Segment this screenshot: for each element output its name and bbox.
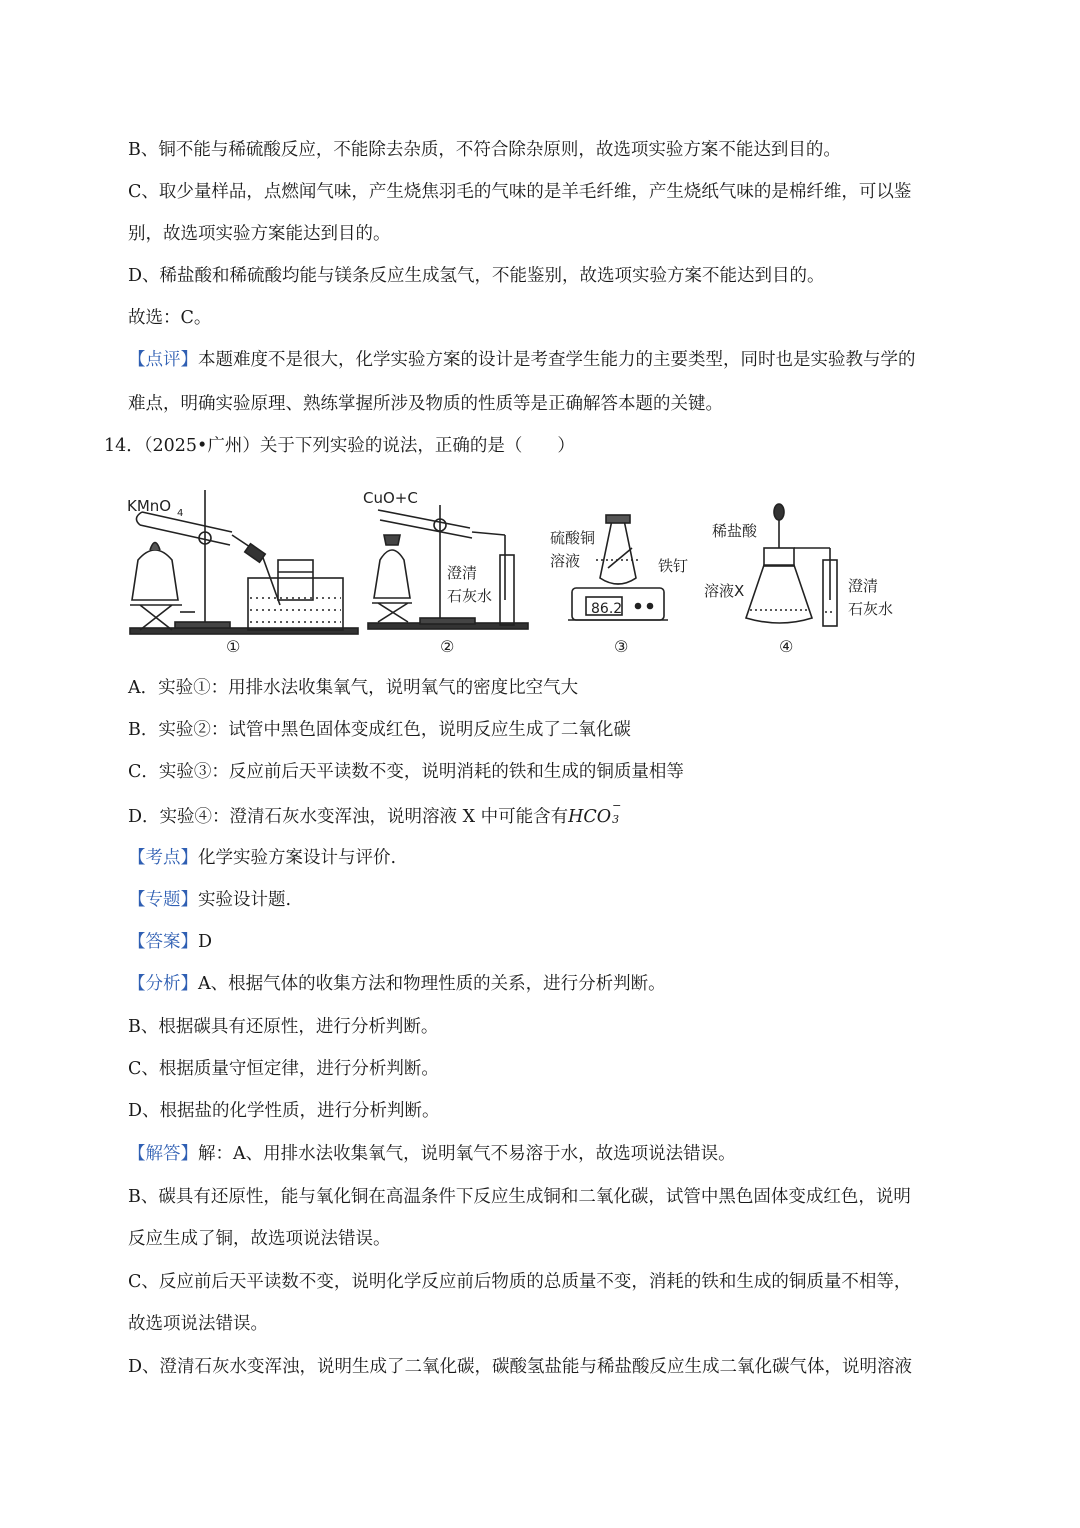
solution-line-c1: C、取少量样品，点燃闻气味，产生烧焦羽毛的气味的是羊毛纤维，产生烧纸气味的是棉纤维，可以鉴 [128, 182, 912, 202]
fenxi-d: D、根据盐的化学性质，进行分析判断。 [128, 1101, 440, 1121]
experiment-4-apparatus [746, 504, 837, 626]
label-cuo-c: CuO+C [363, 489, 418, 507]
label-limewater-4b: 石灰水 [848, 600, 894, 618]
fenxi-tag: 【分析】 [128, 974, 198, 994]
solution-choice: 故选：C。 [128, 308, 212, 328]
option-d-sup: − [612, 799, 622, 812]
jieda-line [128, 1142, 736, 1166]
fenxi-b: B、根据碳具有还原性，进行分析判断。 [128, 1017, 439, 1037]
solution-line-b: B、铜不能与稀硫酸反应，不能除去杂质，不符合除杂原则，故选项实验方案不能达到目的。 [128, 140, 841, 160]
review-text-1: 本题难度不是很大，化学实验方案的设计是考查学生能力的主要类型，同时也是实验教与学的 [198, 350, 916, 370]
zhuanti-tag: 【专题】 [128, 890, 198, 910]
jieda-c1: C、反应前后天平读数不变，说明化学反应前后物质的总质量不变，消耗的铁和生成的铜质量不相等， [128, 1272, 912, 1292]
kaodian-tag: 【考点】 [128, 848, 198, 868]
option-c: C．实验③：反应前后天平读数不变，说明消耗的铁和生成的铜质量相等 [128, 762, 684, 782]
question-stem: 14．（2025•广州）关于下列实验的说法，正确的是（ ） [104, 436, 575, 456]
jieda-tag: 【解答】 [128, 1144, 198, 1164]
label-kmno4: KMnO [127, 497, 172, 515]
answer-tag: 【答案】 [128, 932, 198, 952]
label-kmno4-sub: 4 [177, 508, 184, 519]
option-a: A．实验①：用排水法收集氧气，说明氧气的密度比空气大 [128, 678, 579, 698]
kaodian-text: 化学实验方案设计与评价. [198, 848, 397, 868]
experiment-figure [0, 0, 1080, 670]
label-limewater-2b: 石灰水 [447, 587, 493, 605]
option-d-sub: 3 [612, 813, 620, 826]
option-d-formula: HCO [568, 807, 612, 827]
label-exp-1: ① [226, 637, 241, 656]
jieda-a: 解：A、用排水法收集氧气，说明氧气不易溶于水，故选项说法错误。 [198, 1144, 736, 1164]
fenxi-c: C、根据质量守恒定律，进行分析判断。 [128, 1059, 439, 1079]
kaodian-line [128, 846, 396, 870]
label-exp-4: ④ [779, 637, 794, 656]
jieda-b2: 反应生成了铜，故选项说法错误。 [128, 1229, 391, 1249]
answer-line [128, 930, 212, 954]
label-limewater-2a: 澄清 [447, 564, 478, 582]
jieda-b1: B、碳具有还原性，能与氧化铜在高温条件下反应生成铜和二氧化碳，试管中黑色固体变成红色，说明 [128, 1187, 911, 1207]
balance-reading: 86.2 [591, 601, 623, 617]
label-cuso4-a: 硫酸铜 [550, 529, 596, 547]
review-line-2: 难点，明确实验原理、熟练掌握所涉及物质的性质等是正确解答本题的关键。 [128, 394, 723, 414]
zhuanti-text: 实验设计题. [198, 890, 292, 910]
label-cuso4-b: 溶液 [550, 552, 581, 570]
fenxi-a: A、根据气体的收集方法和物理性质的关系，进行分析判断。 [198, 974, 666, 994]
zhuanti-line [128, 888, 291, 912]
answer-text: D [198, 932, 213, 952]
fenxi-line [128, 972, 666, 996]
jieda-d1: D、澄清石灰水变浑浊，说明生成了二氧化碳，碳酸氢盐能与稀盐酸反应生成二氧化碳气体，说明溶液 [128, 1357, 913, 1377]
label-exp-2: ② [440, 637, 455, 656]
label-limewater-4a: 澄清 [848, 577, 879, 595]
label-iron-nail: 铁钉 [658, 557, 689, 575]
label-solution-x: 溶液X [704, 582, 745, 600]
solution-line-d: D、稀盐酸和稀硫酸均能与镁条反应生成氢气，不能鉴别，故选项实验方案不能达到目的。 [128, 266, 825, 286]
review-tag: 【点评】 [128, 350, 198, 370]
label-exp-3: ③ [614, 637, 629, 656]
option-d [128, 799, 623, 829]
label-dilute-hcl: 稀盐酸 [712, 522, 758, 540]
jieda-c2: 故选项说法错误。 [128, 1314, 268, 1334]
option-b: B．实验②：试管中黑色固体变成红色，说明反应生成了二氧化碳 [128, 720, 631, 740]
option-d-text: D．实验④：澄清石灰水变浑浊，说明溶液 X 中可能含有 [128, 807, 569, 827]
solution-line-c2: 别，故选项实验方案能达到目的。 [128, 224, 391, 244]
